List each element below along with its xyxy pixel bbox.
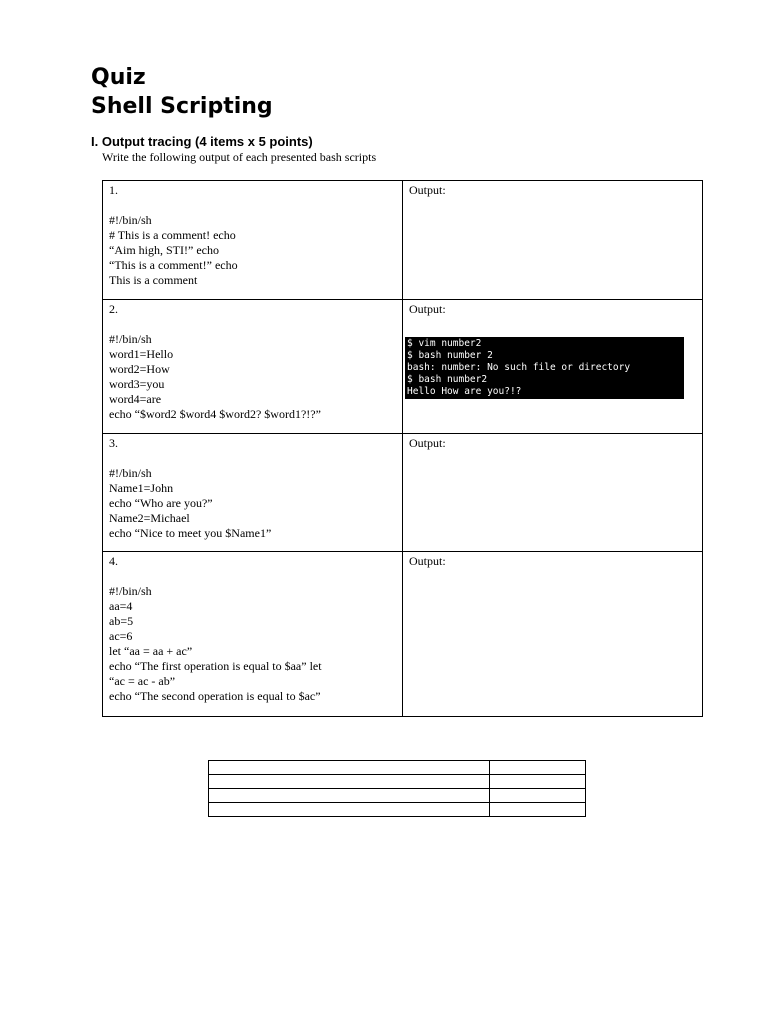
- code-line: #!/bin/sh: [109, 584, 152, 598]
- code-line: echo “$word2 $word4 $word2? $word1?!?”: [109, 407, 321, 421]
- blank-cell: [490, 761, 586, 775]
- code-line: let “aa = aa + ac”: [109, 644, 193, 658]
- blank-cell: [490, 803, 586, 817]
- instructions: Write the following output of each presented bash scripts: [102, 150, 377, 164]
- code-line: word1=Hello: [109, 347, 174, 361]
- code-line: Name2=Michael: [109, 511, 190, 525]
- code-cell: [103, 552, 403, 717]
- blank-cell: [209, 789, 490, 803]
- blank-row: [209, 775, 586, 789]
- terminal-line: Hello How are you?!?: [407, 386, 522, 397]
- code-line: echo “Nice to meet you $Name1”: [109, 526, 272, 540]
- code-line: echo “Who are you?”: [109, 496, 213, 510]
- output-cell: [403, 552, 703, 717]
- output-cell: [403, 300, 703, 434]
- code-line: #!/bin/sh: [109, 332, 152, 346]
- code-line: #!/bin/sh: [109, 466, 152, 480]
- code-line: “ac = ac - ab”: [109, 674, 176, 688]
- code-line: ab=5: [109, 614, 134, 628]
- output-label: Output:: [409, 302, 446, 316]
- quiz-item-2: [103, 300, 703, 434]
- code-line: “This is a comment!” echo: [109, 258, 238, 272]
- blank-table: [208, 760, 586, 817]
- blank-cell: [490, 775, 586, 789]
- blank-cell: [209, 775, 490, 789]
- quiz-table: [102, 180, 703, 717]
- quiz-item-4: [103, 552, 703, 717]
- code-line: “Aim high, STI!” echo: [109, 243, 219, 257]
- quiz-item-3: [103, 434, 703, 552]
- code-cell: [103, 434, 403, 552]
- code-line: aa=4: [109, 599, 133, 613]
- item-number: 4.: [109, 554, 118, 568]
- quiz-title: Quiz: [91, 65, 146, 90]
- code-line: # This is a comment! echo: [109, 228, 236, 242]
- item-number: 2.: [109, 302, 118, 316]
- code-line: word4=are: [109, 392, 162, 406]
- quiz-item-1: [103, 181, 703, 300]
- code-line: echo “The first operation is equal to $aa” let: [109, 659, 322, 673]
- code-line: Name1=John: [109, 481, 174, 495]
- item-number: 1.: [109, 183, 118, 197]
- output-label: Output:: [409, 554, 446, 568]
- code-line: ac=6: [109, 629, 133, 643]
- quiz-subtitle: Shell Scripting: [91, 94, 273, 119]
- terminal-line: bash: number: No such file or directory: [407, 362, 631, 373]
- output-cell: [403, 181, 703, 300]
- terminal-output: [405, 337, 684, 399]
- code-line: This is a comment: [109, 273, 198, 287]
- output-label: Output:: [409, 436, 446, 450]
- blank-row: [209, 789, 586, 803]
- blank-cell: [209, 803, 490, 817]
- code-cell: [103, 181, 403, 300]
- terminal-line: $ bash number 2: [407, 350, 493, 361]
- terminal-line: $ vim number2: [407, 338, 482, 349]
- output-label: Output:: [409, 183, 446, 197]
- code-line: echo “The second operation is equal to $ac”: [109, 689, 321, 703]
- code-cell: [103, 300, 403, 434]
- blank-cell: [490, 789, 586, 803]
- code-line: #!/bin/sh: [109, 213, 152, 227]
- blank-row: [209, 761, 586, 775]
- terminal-line: $ bash number2: [407, 374, 488, 385]
- blank-cell: [209, 761, 490, 775]
- item-number: 3.: [109, 436, 118, 450]
- section-heading: I. Output tracing (4 items x 5 points): [91, 134, 313, 149]
- code-line: word3=you: [109, 377, 165, 391]
- code-line: word2=How: [109, 362, 170, 376]
- output-cell: [403, 434, 703, 552]
- blank-row: [209, 803, 586, 817]
